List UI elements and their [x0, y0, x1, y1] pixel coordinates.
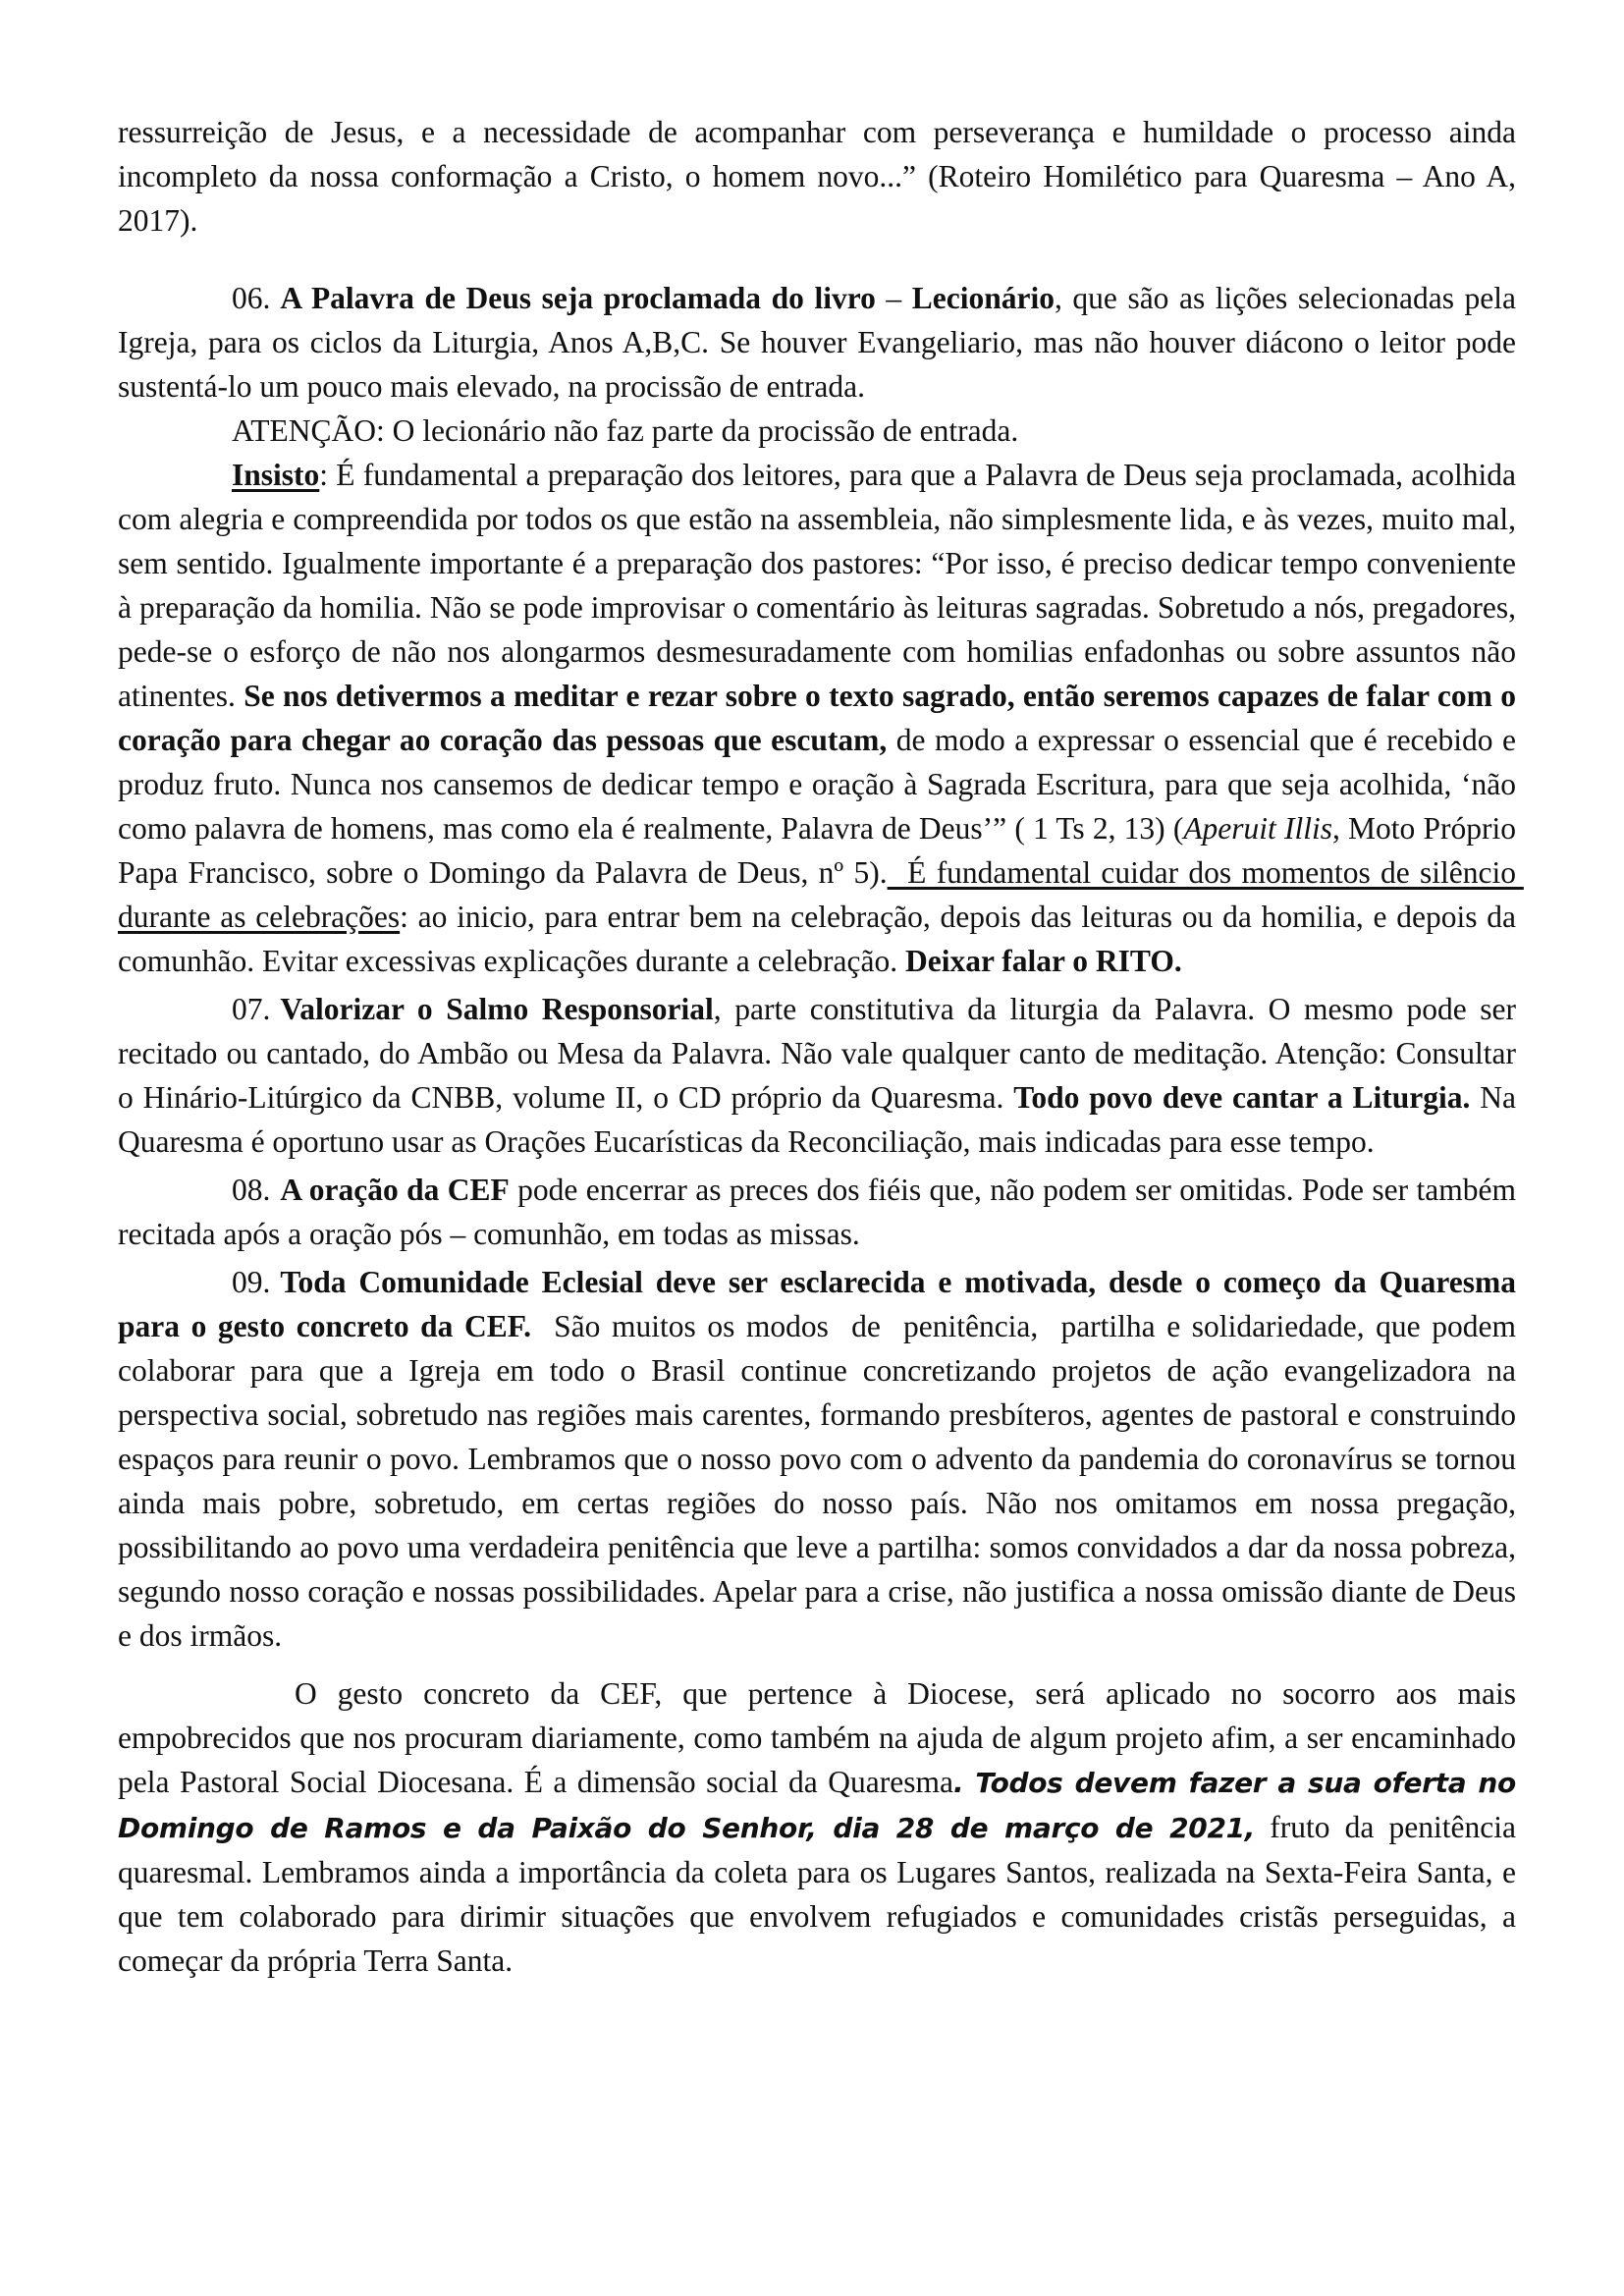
- section-07-number: 07.: [232, 992, 271, 1026]
- intro-paragraph: [118, 110, 1516, 243]
- insisto-bold-1: Se nos detivermos a meditar e rezar sobre o texto sagrado, então seremos capazes de falar com o coração para chegar ao coração das pessoas que escutam,: [118, 679, 1516, 757]
- insisto-italic-title: Aperuit Illis: [1183, 811, 1332, 846]
- gesto-text-2: fruto da penitência quaresmal. Lembramos ainda a importância da coleta para os Lugares Santos, realizada na Sexta-Feira Santa, e que tem colaborado para dirimir situações que envolvem refugiados e comunidades cristãs perseguidas, a começar da própria Terra Santa.: [118, 1810, 1516, 1978]
- section-08-paragraph: [118, 1168, 1516, 1256]
- section-09-bold-1: Toda Comunidade Eclesial deve ser esclarecida e motivada, desde o começo da Quaresma para o gesto concreto da CEF.: [118, 1265, 1516, 1343]
- insisto-underlined: É fundamental cuidar dos momentos de silêncio durante as celebrações: [118, 855, 1524, 934]
- insisto-paragraph: [118, 453, 1524, 983]
- gesto-text-1: O gesto concreto da CEF, que pertence à Diocese, será aplicado no socorro aos mais empobrecidos que nos procuram diariamente, como também na ajuda de algum projeto afim, a ser encaminhado pela Pastoral Social Diocesana. É a dimensão social da Quaresma: [118, 1676, 1516, 1799]
- section-07-text-2: Na Quaresma é oportuno usar as Orações Eucarísticas da Reconciliação, mais indicadas para esse tempo.: [118, 1080, 1517, 1159]
- section-09-paragraph: [118, 1260, 1524, 1658]
- section-06-text-1: –: [875, 281, 912, 315]
- section-09-text-1: São muitos os modos de penitência, partilha e solidariedade, que podem colaborar para que a Igreja em todo o Brasil continue concretizando projetos de ação evangelizadora na perspectiva social, sobretudo nas regiões mais carentes, formando presbíteros, agentes de pastoral e construindo espaços para reunir o povo. Lembramos que o nosso povo com o advento da pandemia do coronavírus se tornou ainda mais pobre, sobretudo, em certas regiões do nosso país. Não nos omitamos em nossa pregação, possibilitando ao povo uma verdadeira penitência que leve a partilha: somos convidados a dar da nossa pobreza, segundo nosso coração e nossas possibilidades. Apelar para a crise, não justifica a nossa omissão diante de Deus e dos irmãos.: [118, 1309, 1524, 1653]
- section-07-bold-2: Todo povo deve cantar a Liturgia.: [1013, 1080, 1471, 1115]
- section-07-bold-1: Valorizar o Salmo Responsorial: [280, 992, 714, 1026]
- section-08-bold-1: A oração da CEF: [280, 1173, 510, 1207]
- document-page: [118, 110, 1524, 1983]
- section-08-text-1: pode encerrar as preces dos fiéis que, não podem ser omitidas. Pode ser também recitada após a oração pós – comunhão, em todas as missas.: [118, 1173, 1516, 1251]
- section-06-paragraph: [118, 276, 1516, 409]
- gesto-concreto-paragraph: [118, 1671, 1516, 1983]
- intro-text: ressurreição de Jesus, e a necessidade de acompanhar com perseverança e humildade o processo ainda incompleto da nossa conformação a Cristo, o homem novo...” (Roteiro Homilético para Quaresma – Ano A, 2017).: [118, 115, 1516, 238]
- section-07-paragraph: [118, 987, 1516, 1164]
- atencao-paragraph: [118, 409, 1516, 453]
- insisto-bold-2: Deixar falar o RITO.: [905, 944, 1182, 978]
- atencao-text: ATENÇÃO: O lecionário não faz parte da procissão de entrada.: [232, 413, 1019, 448]
- insisto-text-2: de modo a expressar o essencial que é recebido e produz fruto. Nunca nos cansemos de dedicar tempo e oração à Sagrada Escritura, para que seja acolhida, ‘não como palavra de homens, mas como ela é realmente, Palavra de Deus’” ( 1 Ts 2, 13) (: [118, 723, 1516, 846]
- section-06-bold-2: Lecionário: [911, 281, 1055, 315]
- insisto-label: Insisto: [232, 458, 320, 492]
- gesto-handwritten-emphasis: . Todos devem fazer a sua oferta no Domingo de Ramos e da Paixão do Senhor, dia 28 de março de 2021,: [118, 1767, 1516, 1844]
- section-06-bold-1: A Palavra de Deus seja proclamada do livro: [280, 281, 876, 315]
- section-08-number: 08.: [232, 1173, 271, 1207]
- section-06-number: 06.: [232, 281, 271, 315]
- insisto-text-3: , Moto Próprio Papa Francisco, sobre o Domingo da Palavra de Deus, nº 5).: [118, 811, 1516, 890]
- section-06-text-2: , que são as lições selecionadas pela Igreja, para os ciclos da Liturgia, Anos A,B,C. Se houver Evangeliario, mas não houver diácono o leitor pode sustentá-lo um pouco mais elevado, na procissão de entrada.: [118, 281, 1517, 404]
- insisto-text-4: : ao inicio, para entrar bem na celebração, depois das leituras ou da homilia, e depois da comunhão. Evitar excessivas explicações durante a celebração.: [118, 900, 1516, 978]
- section-07-text-1: , parte constitutiva da liturgia da Palavra. O mesmo pode ser recitado ou cantado, do Ambão ou Mesa da Palavra. Não vale qualquer canto de meditação. Atenção: Consultar o Hinário-Litúrgico da CNBB, volume II, o CD próprio da Quaresma.: [118, 992, 1517, 1115]
- section-09-number: 09.: [232, 1265, 271, 1299]
- insisto-text-1: : É fundamental a preparação dos leitores, para que a Palavra de Deus seja proclamada, acolhida com alegria e compreendida por todos os que estão na assembleia, não simplesmente lida, e às vezes, muito mal, sem sentido. Igualmente importante é a preparação dos pastores: “Por isso, é preciso dedicar tempo conveniente à preparação da homilia. Não se pode improvisar o comentário às leituras sagradas. Sobretudo a nós, pregadores, pede-se o esforço de não nos alongarmos desmesuradamente com homilias enfadonhas ou sobre assuntos não atinentes.: [118, 458, 1516, 713]
